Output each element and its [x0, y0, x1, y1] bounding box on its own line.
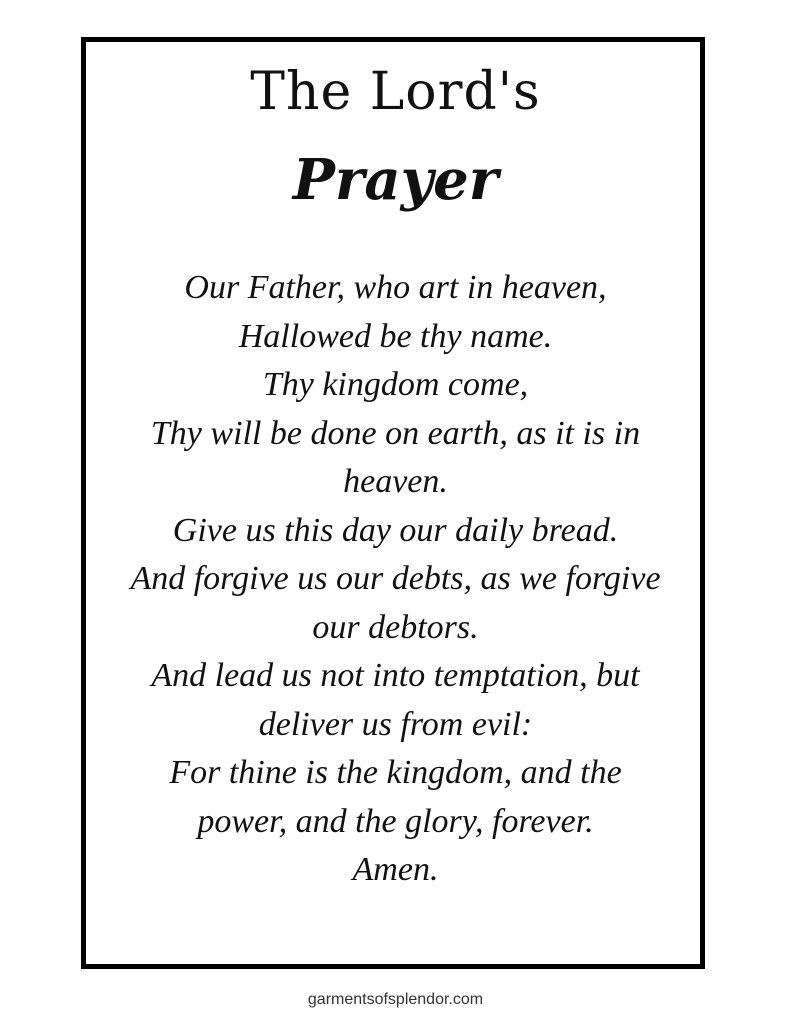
footer-website: garmentsofsplendor.com	[307, 991, 484, 1008]
prayer-line: Hallowed be thy name.	[238, 317, 553, 355]
prayer-line: Give us this day our daily bread.	[172, 511, 619, 549]
prayer-line: our debtors.	[312, 608, 479, 646]
prayer-line: For thine is the kingdom, and the	[169, 754, 622, 791]
prayer-line: Thy will be done on earth, as it is in	[150, 414, 641, 452]
prayer-line: deliver us from evil:	[258, 705, 533, 743]
prayer-line: Amen.	[352, 851, 439, 888]
prayer-line: Thy kingdom come,	[262, 366, 529, 403]
title-line-1: The Lord's	[250, 62, 541, 122]
prayer-line: And forgive us our debts, as we forgive	[130, 560, 661, 597]
prayer-line: heaven.	[343, 463, 448, 500]
prayer-line: Our Father, who art in heaven,	[184, 269, 607, 306]
title-line-2: Prayer	[292, 147, 499, 213]
prayer-text	[110, 264, 681, 895]
prayer-line: And lead us not into temptation, but	[151, 657, 640, 694]
prayer-line: power, and the glory, forever.	[197, 802, 594, 840]
